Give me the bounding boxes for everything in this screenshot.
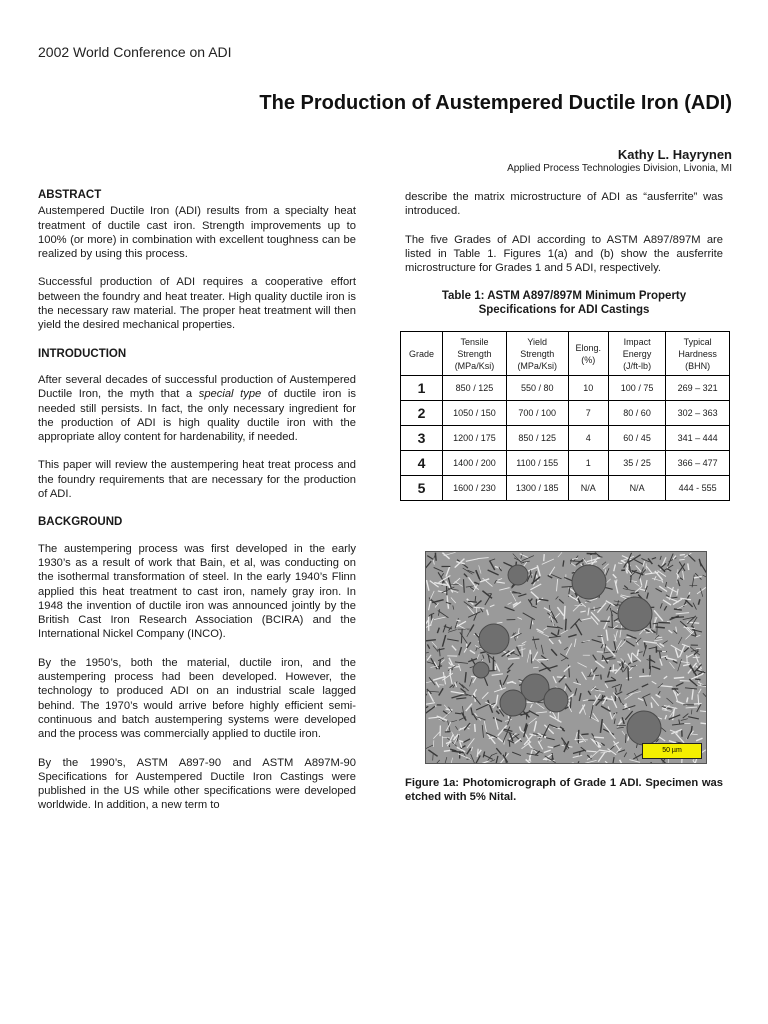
- table-header-line: (BHN): [685, 360, 711, 371]
- table-cell: N/A: [608, 476, 665, 501]
- graphite-nodule: [508, 565, 528, 585]
- table-row: [401, 451, 730, 476]
- table-cell: N/A: [568, 476, 608, 501]
- graphite-nodule: [627, 711, 661, 745]
- photomicrograph: [425, 551, 707, 764]
- scale-bar: 50 µm: [642, 743, 702, 759]
- introduction-paragraph: This paper will review the austempering heat treat process and the foundry requirements that are necessary for the production of ADI.: [38, 459, 356, 501]
- table-header-line: Energy: [622, 348, 652, 359]
- conference-name: 2002 World Conference on ADI: [38, 44, 232, 60]
- table-row: [401, 426, 730, 451]
- text-run: of ductile iron is needed still persists. In fact, the only necessary ingredient for the production of ADI is high quality ductile iron with the appropriate alloy content for hardenability, if needed.: [38, 388, 356, 444]
- table-cell: 444 - 555: [666, 476, 730, 501]
- table-cell: 269 – 321: [666, 376, 730, 401]
- table-header-line: Typical: [683, 336, 712, 347]
- table-cell: 100 / 75: [608, 376, 665, 401]
- table-cell: 1: [568, 451, 608, 476]
- table-cell: 1200 / 175: [443, 426, 507, 451]
- graphite-nodule: [544, 688, 568, 712]
- grade-cell: 3: [401, 426, 443, 451]
- right-column: [405, 190, 723, 501]
- table-cell: 35 / 25: [608, 451, 665, 476]
- background-paragraph: The austempering process was first developed in the early 1930’s as a result of work that Bain, et al, was conducting on the isothermal transformation of steel. In the early 1940’s Flinn applied this heat treatment to cast iron, namely gray iron. In 1948 the invention of ductile iron was announced jointly by the British Cast Iron Research Association (BCIRA) and the International Nickel Company (INCO).: [38, 542, 356, 641]
- grade-cell: 2: [401, 401, 443, 426]
- microstructure-image: [426, 552, 706, 763]
- grade-cell: 1: [401, 376, 443, 401]
- table-header-cell: [401, 332, 443, 376]
- table-header-line: Strength: [457, 348, 492, 359]
- table-header-line: (%): [581, 354, 596, 365]
- emphasis-text: special type: [198, 388, 262, 401]
- graphite-nodule: [500, 690, 526, 716]
- table-header-cell: [443, 332, 507, 376]
- table-cell: 7: [568, 401, 608, 426]
- table-cell: 60 / 45: [608, 426, 665, 451]
- graphite-nodule: [572, 565, 606, 599]
- introduction-paragraph: [38, 373, 356, 444]
- table-header-line: Tensile: [460, 336, 489, 347]
- table-row: [401, 376, 730, 401]
- table-header-cell: [506, 332, 568, 376]
- background-paragraph: By the 1990’s, ASTM A897-90 and ASTM A897M-90 Specifications for Austempered Ductile Iron Castings were published in the US while other specifications were developed worldwide. In addition, a new term to: [38, 756, 356, 812]
- table-header-line: Elong.: [575, 342, 601, 353]
- background-paragraph: By the 1950’s, both the material, ductile iron, and the austempering process had been developed. However, the technology to produced ADI on an industrial scale lagged behind. The 1970’s would arrive before highly efficient semi-continuous and batch austempering systems were developed and the process was commercially applied to ductile iron.: [38, 656, 356, 741]
- table-cell: 850 / 125: [506, 426, 568, 451]
- table-header-line: (MPa/Ksi): [517, 360, 557, 371]
- table-cell: 1300 / 185: [506, 476, 568, 501]
- body-paragraph: describe the matrix microstructure of ADI as “ausferrite” was introduced.: [405, 191, 723, 218]
- introduction-heading: INTRODUCTION: [38, 347, 127, 360]
- table-body: [401, 376, 730, 501]
- table-row: [401, 401, 730, 426]
- abstract-paragraph: Austempered Ductile Iron (ADI) results from a specialty heat treatment of ductile cast iron. Strength improvements up to 100% (or more) in combination with excellent toughness can be realized by using this process.: [38, 205, 356, 261]
- abstract-heading: ABSTRACT: [38, 189, 102, 201]
- graphite-nodule: [618, 597, 652, 631]
- table-header-cell: [608, 332, 665, 376]
- table-header-line: Hardness: [678, 348, 717, 359]
- table-header-line: Yield: [527, 336, 548, 347]
- table-cell: 10: [568, 376, 608, 401]
- grade-cell: 4: [401, 451, 443, 476]
- table-cell: 1400 / 200: [443, 451, 507, 476]
- table-cell: 1100 / 155: [506, 451, 568, 476]
- table-header-row: [401, 332, 730, 376]
- background-heading: BACKGROUND: [38, 516, 123, 529]
- table-cell: 341 – 444: [666, 426, 730, 451]
- figure-caption: Figure 1a: Photomicrograph of Grade 1 ADI. Specimen was etched with 5% Nital.: [405, 777, 723, 804]
- grade-cell: 5: [401, 476, 443, 501]
- abstract-paragraph: Successful production of ADI requires a cooperative effort between the foundry and heat treater. High quality ductile iron is the necessary raw material. The proper heat treatment will then yield the desired mechanical properties.: [38, 276, 356, 332]
- table-header-cell: [666, 332, 730, 376]
- table-caption: [405, 289, 723, 317]
- table-cell: 1600 / 230: [443, 476, 507, 501]
- table-caption-line: Table 1: ASTM A897/897M Minimum Property: [441, 290, 687, 303]
- table-cell: 302 – 363: [666, 401, 730, 426]
- text-run: After several decades of successful production of Austempered Ductile Iron, the myth that a: [38, 373, 356, 401]
- table-header-line: Impact: [623, 336, 651, 347]
- table-cell: 80 / 60: [608, 401, 665, 426]
- body-paragraph: The five Grades of ADI according to ASTM A897/897M are listed in Table 1. Figures 1(a) and (b) show the ausferrite microstructure for Grades 1 and 5 ADI, respectively.: [405, 233, 723, 275]
- graphite-nodule: [473, 662, 489, 678]
- author-name: Kathy L. Hayrynen: [617, 147, 732, 162]
- table-cell: 700 / 100: [506, 401, 568, 426]
- property-table: [400, 331, 730, 501]
- table-caption-line: Specifications for ADI Castings: [478, 304, 650, 317]
- table-cell: 4: [568, 426, 608, 451]
- table-cell: 850 / 125: [443, 376, 507, 401]
- author-affiliation: Applied Process Technologies Division, Livonia, MI: [507, 163, 732, 174]
- table-header-line: Strength: [520, 348, 555, 359]
- table-cell: 366 – 477: [666, 451, 730, 476]
- left-column: [38, 188, 356, 827]
- table-header-cell: [568, 332, 608, 376]
- table-cell: 550 / 80: [506, 376, 568, 401]
- graphite-nodule: [479, 624, 509, 654]
- paper-title: The Production of Austempered Ductile Iron (ADI): [259, 92, 732, 114]
- table-header-line: (J/ft-lb): [623, 360, 652, 371]
- table-header-line: Grade: [409, 348, 435, 359]
- table-row: [401, 476, 730, 501]
- table-cell: 1050 / 150: [443, 401, 507, 426]
- table-header-line: (MPa/Ksi): [454, 360, 495, 371]
